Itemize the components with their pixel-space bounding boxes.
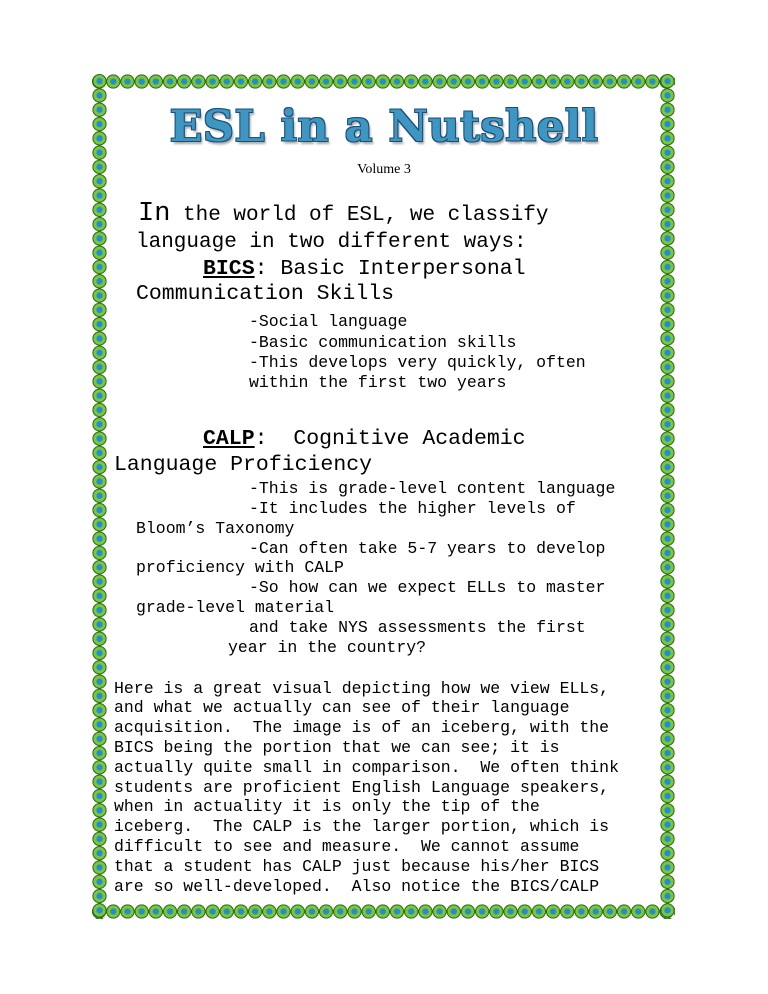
calp-label: CALP: [203, 427, 255, 451]
bics-point: within the first two years: [249, 373, 507, 392]
globe-border-top: [92, 74, 675, 89]
volume-label: Volume 3: [357, 162, 411, 177]
paragraph-line: iceberg. The CALP is the larger portion, which is: [114, 817, 610, 836]
calp-heading-line-2: Language Proficiency: [114, 453, 373, 477]
intro-line-1-rest: the world of ESL, we classify: [170, 204, 549, 227]
calp-line: -Can often take 5-7 years to develop: [249, 539, 606, 558]
paragraph-line: when in actuality it is only the tip of the: [114, 797, 540, 816]
paragraph-line: are so well-developed. Also notice the BICS/CALP: [114, 877, 600, 896]
intro-line-1: [138, 199, 548, 229]
bics-point: -Social language: [249, 312, 408, 331]
paragraph-line: that a student has CALP just because his/her BICS: [114, 857, 600, 876]
paragraph-line: difficult to see and measure. We cannot assume: [114, 837, 580, 856]
bics-heading-rest: : Basic Interpersonal: [254, 257, 526, 281]
bics-point: -This develops very quickly, often: [249, 353, 586, 372]
bics-point: -Basic communication skills: [249, 333, 517, 352]
bics-label: BICS: [203, 257, 255, 281]
bics-heading: [203, 257, 526, 281]
globe-border-bottom: [92, 904, 675, 919]
calp-line: and take NYS assessments the first: [249, 618, 586, 637]
calp-line: proficiency with CALP: [136, 558, 344, 577]
paragraph-line: BICS being the portion that we can see; it is: [114, 738, 560, 757]
calp-line: -It includes the higher levels of: [249, 499, 576, 518]
calp-line: grade-level material: [136, 598, 335, 617]
calp-line: Bloom’s Taxonomy: [136, 519, 295, 538]
page-title: ESL in a Nutshell: [169, 102, 599, 152]
paragraph-line: acquisition. The image is of an iceberg, with the: [114, 718, 610, 737]
calp-heading: [203, 427, 526, 451]
bics-heading-line-2: Communication Skills: [136, 282, 395, 306]
paragraph-line: Here is a great visual depicting how we view ELLs,: [114, 679, 610, 698]
intro-first-word: In: [138, 199, 171, 229]
calp-line: -So how can we expect ELLs to master: [249, 578, 606, 597]
calp-line: year in the country?: [228, 638, 427, 657]
paragraph-line: students are proficient English Language speakers,: [114, 778, 610, 797]
paragraph-line: and what we actually can see of their language: [114, 698, 570, 717]
paragraph-line: actually quite small in comparison. We often think: [114, 758, 619, 777]
calp-heading-rest: : Cognitive Academic: [254, 427, 526, 451]
globe-border-left: [92, 74, 107, 919]
intro-line-2: language in two different ways:: [136, 231, 527, 254]
calp-line: -This is grade-level content language: [249, 479, 616, 498]
globe-border-right: [660, 74, 675, 919]
